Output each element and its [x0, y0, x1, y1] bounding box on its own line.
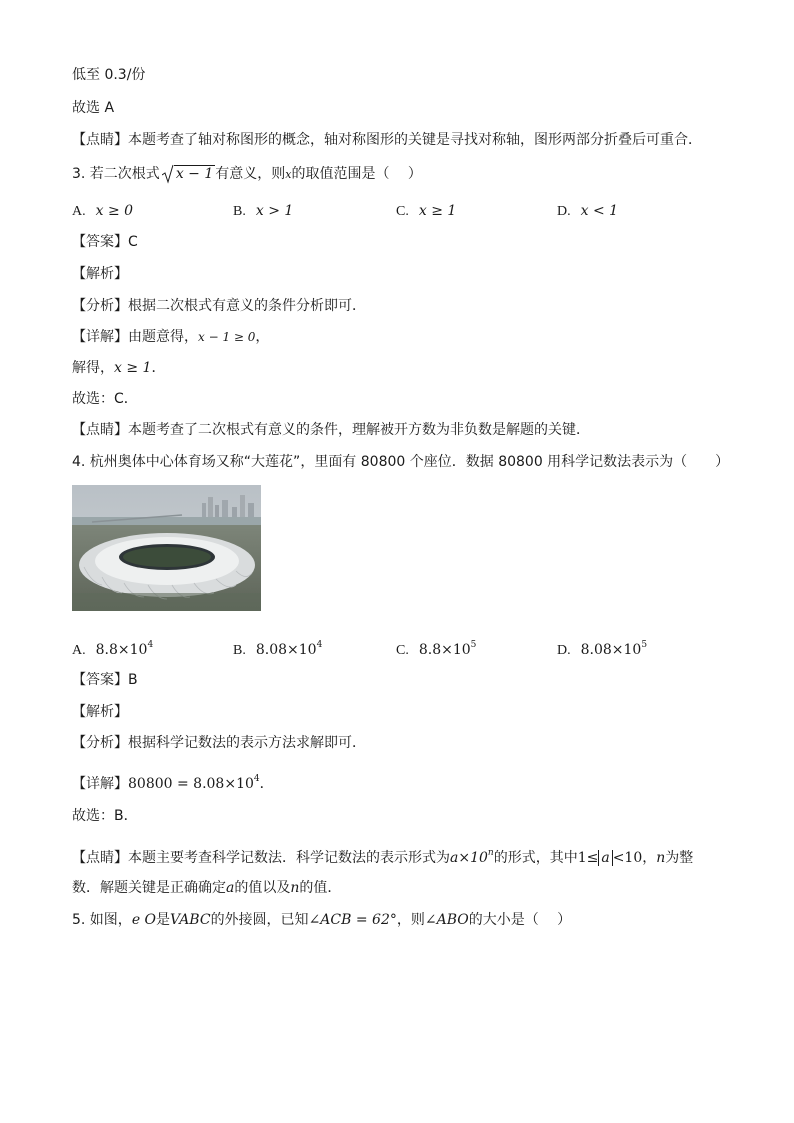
- line-dianjing-2: 【点睛】本题考查了轴对称图形的概念，轴对称图形的关键是寻找对称轴，图形两部分折叠后可重合．: [72, 132, 702, 148]
- dianjing-3: 【点睛】本题考查了二次根式有意义的条件，理解被开方数为非负数是解题的关键．: [72, 422, 590, 438]
- guxuan-4: 故选：B．: [72, 808, 138, 824]
- fenxi-4: 【分析】根据科学记数法的表示方法求解即可．: [72, 735, 366, 751]
- dianjing-4: 【点睛】本题主要考查科学记数法．科学记数法的表示形式为$a\times 10^n$的形式，其中1≤ a <10，n为整: [72, 848, 694, 866]
- jiede-3: 解得，x ≥ 1．: [72, 360, 166, 376]
- question-3: 3. 若二次根式 x − 1 有意义，则x的取值范围是（ ）: [72, 166, 422, 182]
- answer-4: 【答案】B: [72, 672, 138, 688]
- jiexi-3: 【解析】: [72, 266, 128, 282]
- stadium-photo: [72, 485, 261, 611]
- line-price: 低至 0.3/份: [72, 67, 146, 83]
- q3-option-a: A. x ≥ 0: [72, 203, 134, 219]
- q3-option-b: B. x > 1: [233, 203, 294, 219]
- fenxi-3: 【分析】根据二次根式有意义的条件分析即可．: [72, 298, 366, 314]
- question-4: 4. 杭州奥体中心体育场又称“大莲花”，里面有 80800 个座位．数据 80800 用科学记数法表示为（ ）: [72, 454, 730, 470]
- q3-option-c: C. x ≥ 1: [396, 203, 457, 219]
- jiexi-4: 【解析】: [72, 704, 128, 720]
- q4-option-b: B. $8.08\times 10^4$: [233, 640, 323, 658]
- sqrt-expression: x − 1: [162, 164, 215, 184]
- q3-option-d: D. x < 1: [557, 203, 619, 219]
- line-choice-a: 故选 A: [72, 100, 115, 116]
- absolute-value: a: [598, 850, 612, 866]
- question-5: 5. 如图，e O是VABC的外接圆，已知∠ACB = 62°，则∠ABO的大小是（ ）: [72, 912, 572, 928]
- xiangjie-3: 【详解】由题意得，x − 1 ≥ 0，: [72, 329, 270, 345]
- answer-3: 【答案】C: [72, 234, 138, 250]
- xiangjie-4: 【详解】$80800 = 8.08\times 10^4$．: [72, 774, 274, 792]
- q4-option-a: A. $8.8\times 10^4$: [72, 640, 154, 658]
- dianjing-4-cont: 数．解题关键是正确确定a的值以及n的值．: [72, 880, 342, 896]
- guxuan-3: 故选：C．: [72, 391, 138, 407]
- q4-option-c: C. $8.8\times 10^5$: [396, 640, 477, 658]
- q4-option-d: D. $8.08\times 10^5$: [557, 640, 648, 658]
